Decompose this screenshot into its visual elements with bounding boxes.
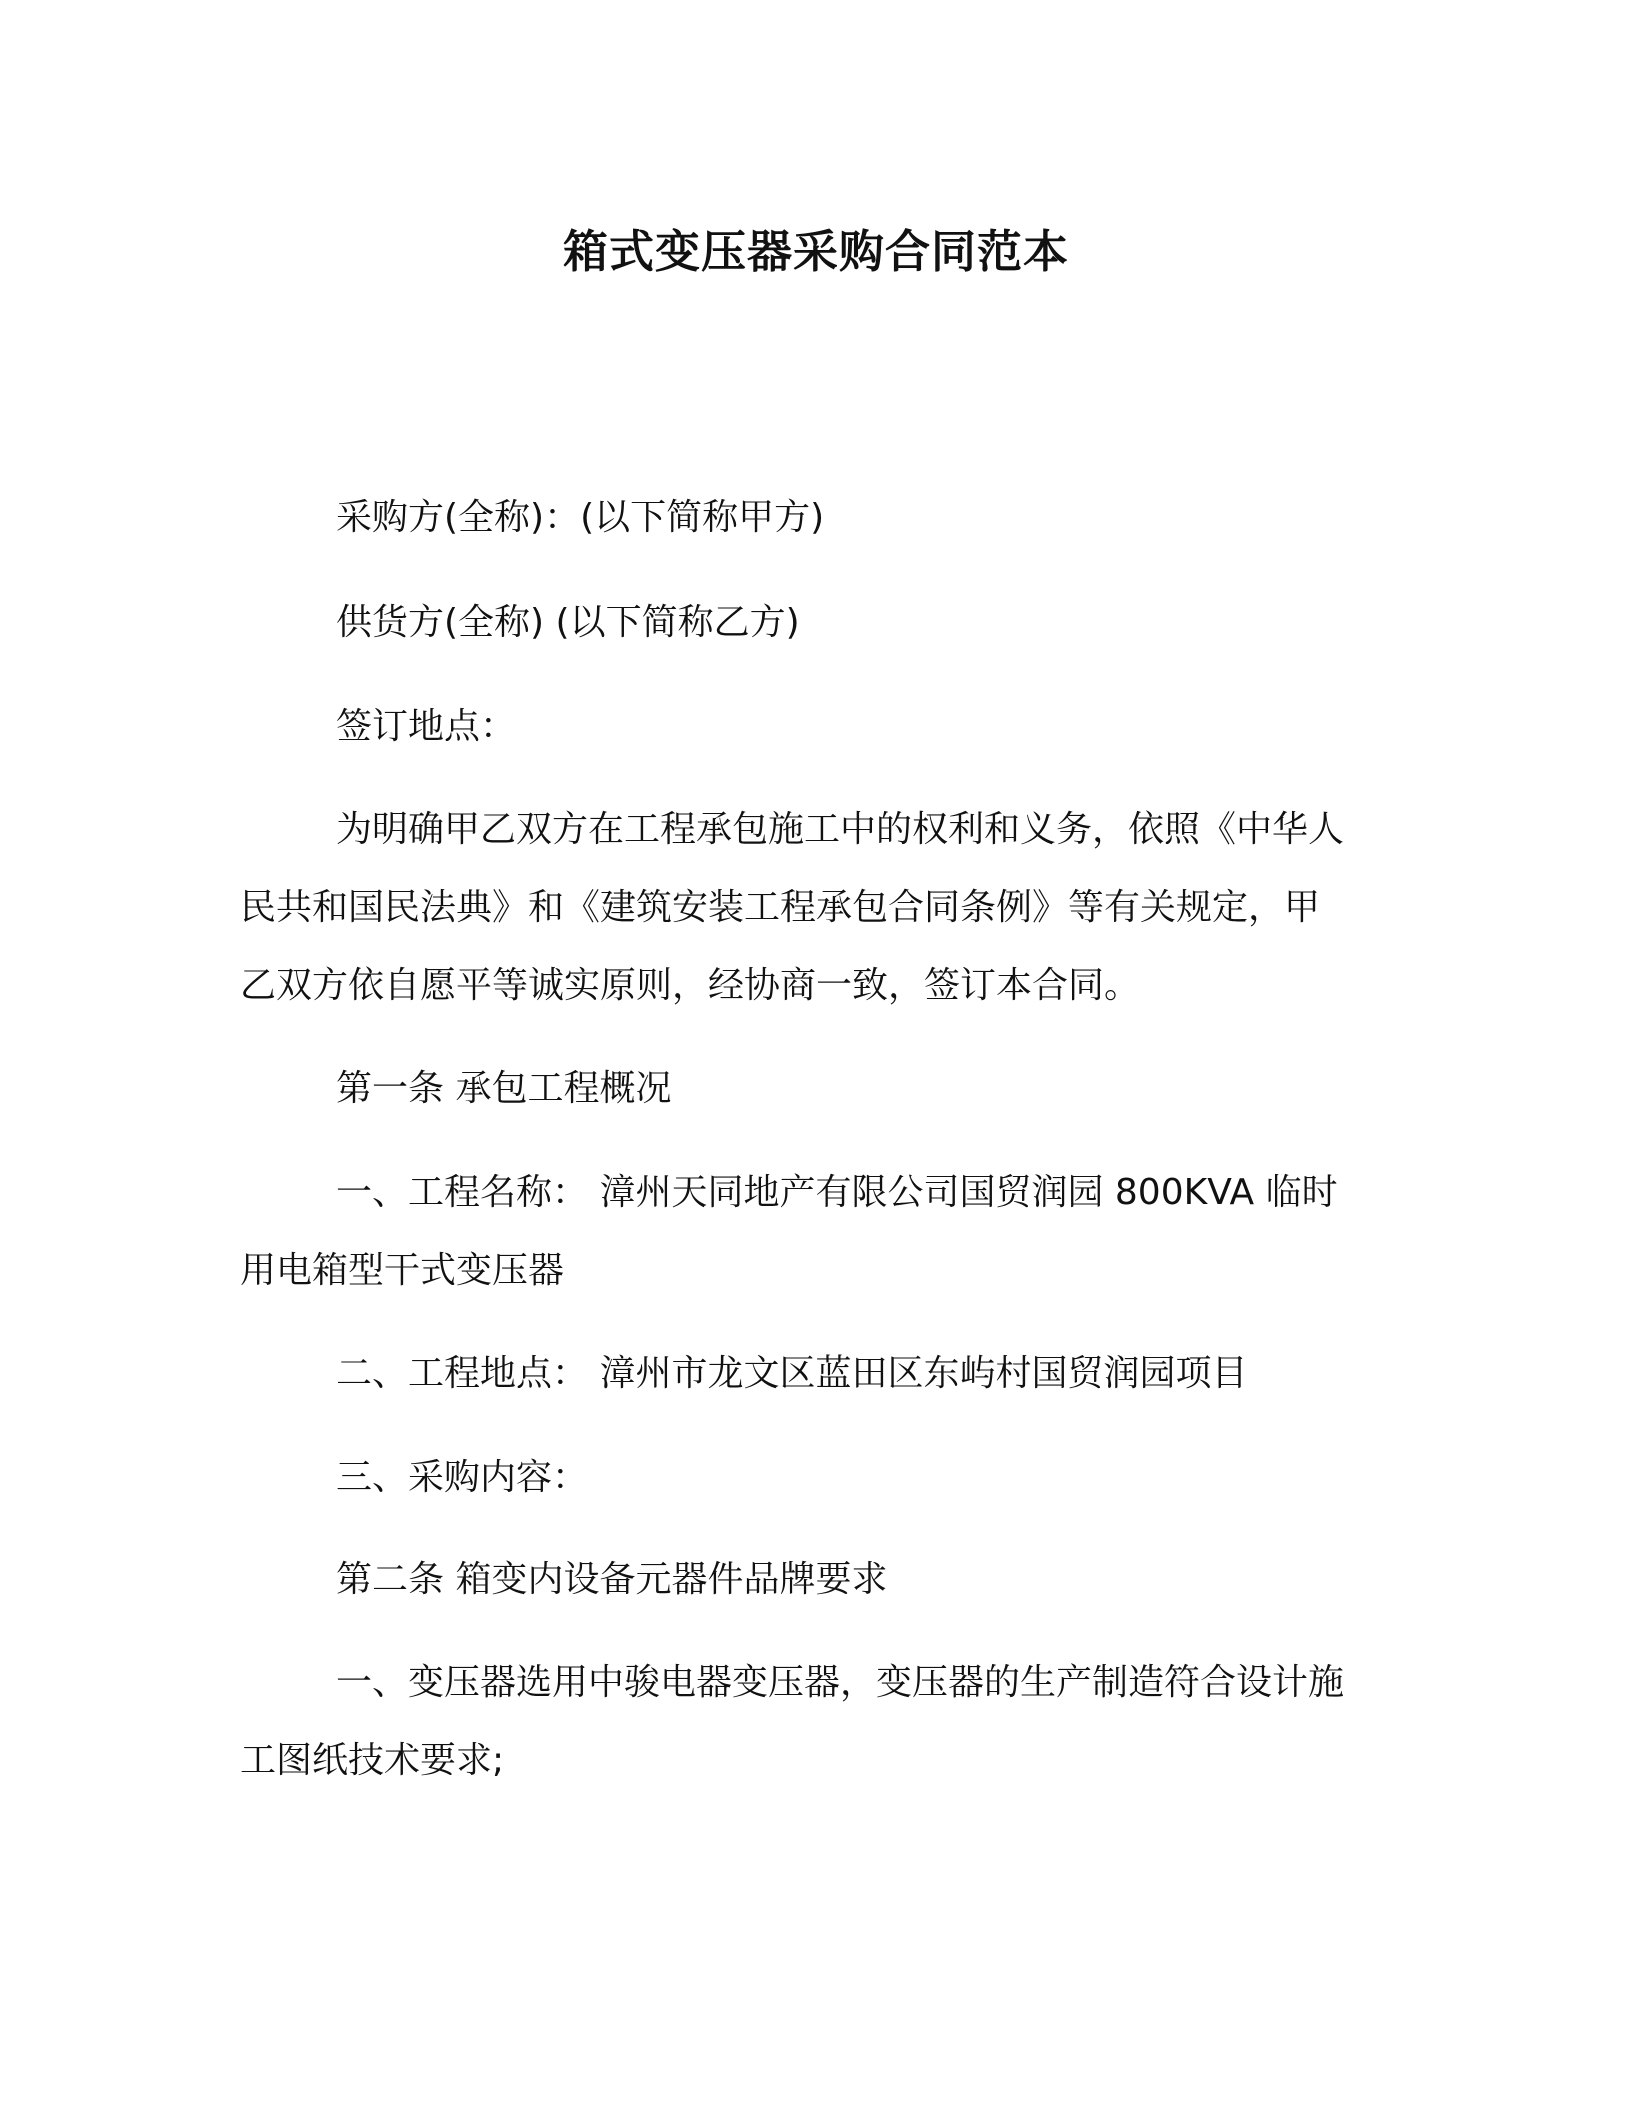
text-line: 工图纸技术要求; — [240, 1740, 505, 1781]
project-location-line — [240, 1335, 1390, 1413]
purchaser-line — [240, 479, 1390, 557]
article-one-heading — [240, 1050, 1390, 1128]
article-two-heading — [240, 1541, 1390, 1619]
document-title: 箱式变压器采购合同范本 — [562, 225, 1069, 278]
preamble-paragraph — [240, 791, 1390, 1025]
procurement-content-line — [240, 1439, 1390, 1517]
signing-place-line — [240, 688, 1390, 766]
text-line: 第一条 承包工程概况 — [336, 1068, 672, 1109]
text-line: 签订地点： — [336, 706, 517, 747]
text-line: 乙双方依自愿平等诚实原则，经协商一致，签订本合同。 — [240, 965, 1141, 1006]
text-line: 三、采购内容： — [336, 1457, 589, 1498]
text-line: 供货方(全称) (以下简称乙方) — [336, 602, 800, 643]
transformer-requirement-paragraph — [240, 1644, 1390, 1800]
text-line: 一、变压器选用中骏电器变压器，变压器的生产制造符合设计施 — [336, 1662, 1345, 1703]
text-line: 二、工程地点： 漳州市龙文区蓝田区东屿村国贸润园项目 — [336, 1353, 1248, 1394]
supplier-line — [240, 584, 1390, 662]
text-line: 一、工程名称： 漳州天同地产有限公司国贸润园 800KVA 临时 — [336, 1172, 1338, 1213]
text-line: 第二条 箱变内设备元器件品牌要求 — [336, 1559, 888, 1600]
text-line: 用电箱型干式变压器 — [240, 1250, 565, 1291]
text-line: 民共和国民法典》和《建筑安装工程承包合同条例》等有关规定，甲 — [240, 887, 1321, 928]
text-line: 采购方(全称)：(以下简称甲方) — [336, 497, 825, 538]
text-line: 为明确甲乙双方在工程承包施工中的权利和义务，依照《中华人 — [336, 809, 1345, 850]
project-name-paragraph — [240, 1154, 1390, 1310]
